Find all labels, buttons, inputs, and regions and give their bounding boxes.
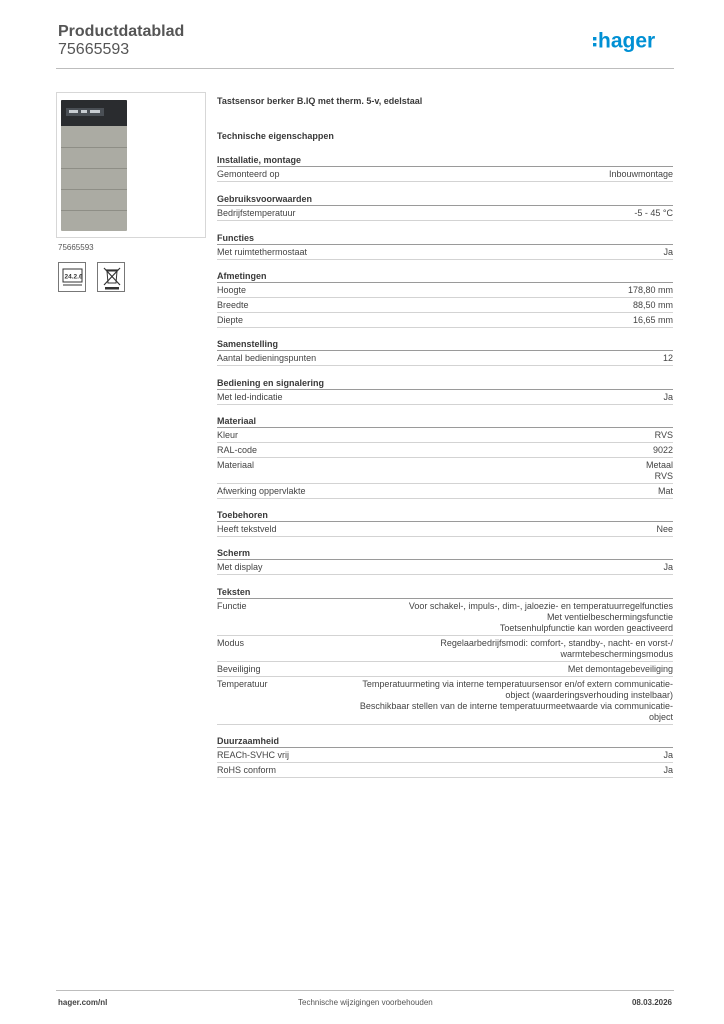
spec-label: Bedrijfstemperatuur <box>217 208 296 218</box>
spec-label: Materiaal <box>217 460 255 470</box>
spec-label: Temperatuur <box>217 679 268 689</box>
section-title: Afmetingen <box>217 271 673 283</box>
section-title: Installatie, montage <box>217 155 673 167</box>
spec-label: Met display <box>217 562 263 572</box>
spec-row <box>217 390 673 405</box>
spec-row <box>217 206 673 221</box>
spec-label: Functie <box>217 601 247 611</box>
spec-value: Temperatuurmeting via interne temperatuursensor en/of extern communicatie- object (waarderingsverhouding instelbaar) Beschikbaar stellen van de interne temperatuurmeetwaarde via communicatie- object <box>359 679 673 722</box>
spec-row <box>217 351 673 366</box>
hager-logo <box>592 28 676 56</box>
spec-value: Ja <box>663 247 673 257</box>
spec-label: Beveiliging <box>217 664 261 674</box>
product-name: Tastsensor berker B.IQ met therm. 5-v, edelstaal <box>217 96 423 106</box>
spec-value: 16,65 mm <box>632 315 673 325</box>
product-image <box>61 100 127 231</box>
section-materiaal <box>217 416 673 499</box>
section-duurzaamheid <box>217 736 673 778</box>
section-gebruiksvoorwaarden <box>217 194 673 221</box>
spec-row <box>217 636 673 662</box>
spec-label: Aantal bedieningspunten <box>217 353 317 363</box>
spec-label: Afwerking oppervlakte <box>217 486 306 496</box>
technical-properties-heading: Technische eigenschappen <box>217 131 334 141</box>
section-title: Gebruiksvoorwaarden <box>217 194 673 206</box>
spec-row <box>217 245 673 260</box>
spec-row <box>217 313 673 328</box>
spec-value: Regelaarbedrijfsmodi: comfort-, standby-, nacht- en vorst-/ warmtebeschermingsmodus <box>440 638 673 659</box>
section-title: Toebehoren <box>217 510 673 522</box>
spec-label: RoHS conform <box>217 765 277 775</box>
spec-value: Ja <box>663 750 673 760</box>
spec-row <box>217 677 673 725</box>
svg-text:24.2.6: 24.2.6 <box>64 273 83 281</box>
spec-label: Diepte <box>217 315 244 325</box>
spec-row <box>217 748 673 763</box>
device-display <box>61 100 127 126</box>
header-divider <box>56 68 674 69</box>
spec-value: RVS <box>654 430 673 440</box>
section-title: Functies <box>217 233 673 245</box>
display-certificate-icon <box>58 262 86 292</box>
spec-value: Ja <box>663 562 673 572</box>
spec-value: Metaal RVS <box>645 460 673 481</box>
section-bediening <box>217 378 673 405</box>
section-scherm <box>217 548 673 575</box>
spec-value: Mat <box>657 486 673 496</box>
spec-value: Ja <box>663 392 673 402</box>
spec-row <box>217 560 673 575</box>
weee-bin-icon <box>97 262 125 292</box>
section-teksten <box>217 587 673 725</box>
article-number: 75665593 <box>58 41 130 58</box>
section-installatie <box>217 155 673 182</box>
section-title: Duurzaamheid <box>217 736 673 748</box>
footer-website-link[interactable]: hager.com/nl <box>58 998 108 1007</box>
spec-value: Ja <box>663 765 673 775</box>
spec-row <box>217 599 673 636</box>
section-title: Teksten <box>217 587 673 599</box>
spec-label: Modus <box>217 638 245 648</box>
spec-row <box>217 458 673 484</box>
spec-label: Met led-indicatie <box>217 392 283 402</box>
spec-row <box>217 167 673 182</box>
spec-value: -5 - 45 °C <box>634 208 673 218</box>
spec-row <box>217 662 673 677</box>
brand-name: hager <box>598 29 656 53</box>
spec-row <box>217 428 673 443</box>
spec-value: Inbouwmontage <box>608 169 673 179</box>
product-image-caption: 75665593 <box>58 243 94 252</box>
section-afmetingen <box>217 271 673 328</box>
section-title: Samenstelling <box>217 339 673 351</box>
footer-date: 08.03.2026 <box>631 998 672 1007</box>
section-functies <box>217 233 673 260</box>
spec-value: Met demontagebeveiliging <box>567 664 673 674</box>
section-toebehoren <box>217 510 673 537</box>
spec-label: Hoogte <box>217 285 247 295</box>
section-title: Bediening en signalering <box>217 378 673 390</box>
spec-label: Kleur <box>217 430 239 440</box>
section-title: Scherm <box>217 548 673 560</box>
page-title: Productdatablad <box>58 23 185 40</box>
spec-row <box>217 443 673 458</box>
spec-value: Nee <box>656 524 673 534</box>
spec-label: Gemonteerd op <box>217 169 280 179</box>
spec-label: RAL-code <box>217 445 258 455</box>
spec-value: 178,80 mm <box>627 285 673 295</box>
spec-row <box>217 522 673 537</box>
spec-label: Breedte <box>217 300 249 310</box>
spec-label: REACh-SVHC vrij <box>217 750 290 760</box>
spec-row <box>217 484 673 499</box>
spec-row <box>217 763 673 778</box>
spec-value: Voor schakel-, impuls-, dim-, jaloezie- en temperatuurregelfuncties Met ventielbeschermingsfunctie Toetsenhulpfunctie kan worden geactiveerd <box>408 601 673 633</box>
spec-value: 12 <box>662 353 673 363</box>
spec-label: Heeft tekstveld <box>217 524 277 534</box>
spec-row <box>217 298 673 313</box>
spec-value: 88,50 mm <box>632 300 673 310</box>
section-samenstelling <box>217 339 673 366</box>
spec-label: Met ruimtethermostaat <box>217 247 308 257</box>
spec-row <box>217 283 673 298</box>
section-title: Materiaal <box>217 416 673 428</box>
footer-divider <box>56 990 674 991</box>
footer-disclaimer: Technische wijzigingen voorbehouden <box>298 998 433 1007</box>
spec-value: 9022 <box>652 445 673 455</box>
